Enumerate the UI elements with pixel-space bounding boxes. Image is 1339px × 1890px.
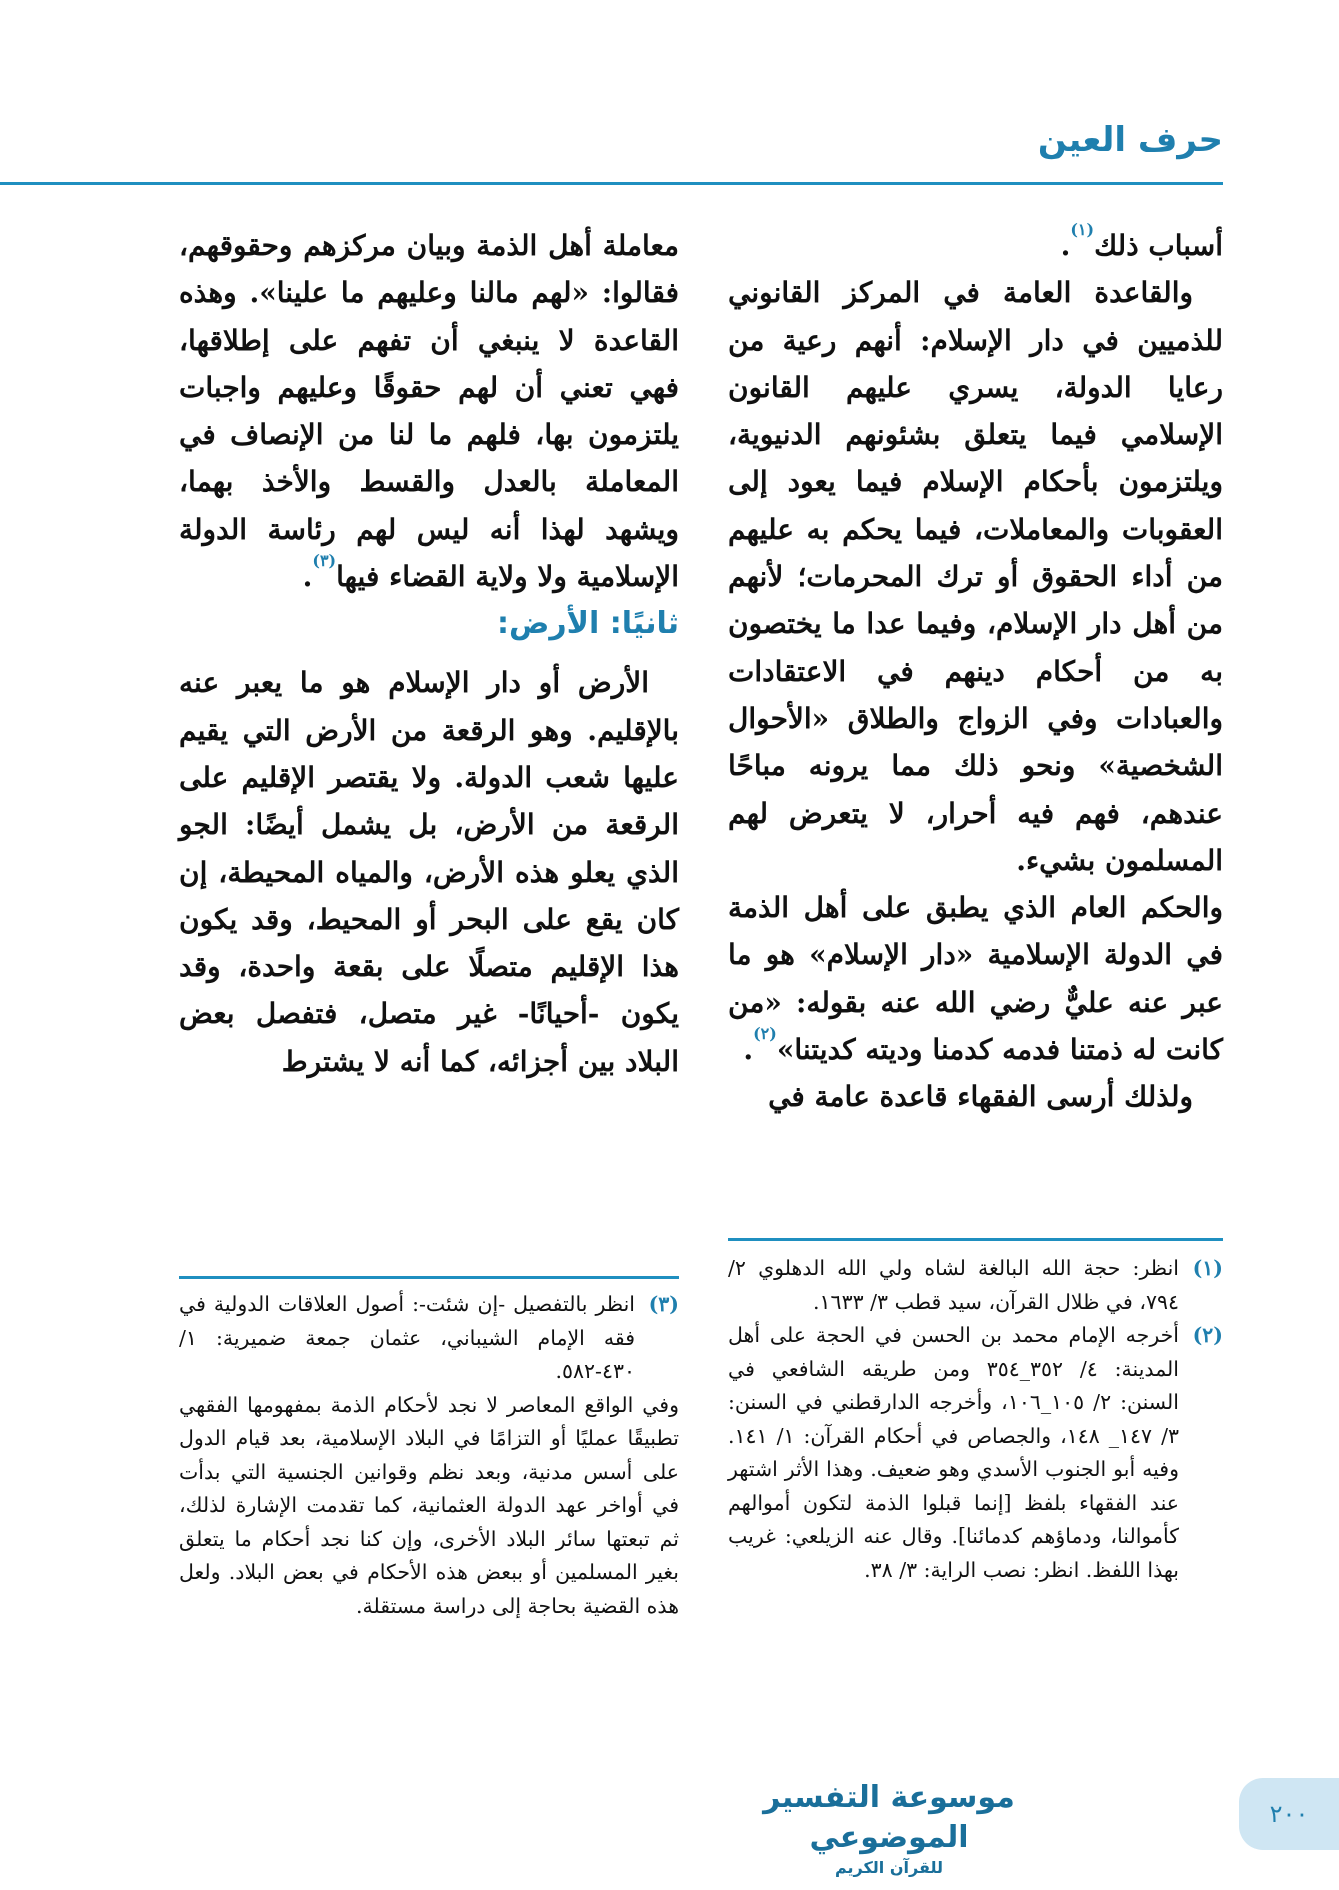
paragraph xyxy=(179,659,679,1085)
footnote-text: انظر: حجة الله البالغة لشاه ولي الله الدهلوي ٢/ ٧٩٤، في ظلال القرآن، سيد قطب ٣/ ١٦٣٣. xyxy=(728,1256,1179,1314)
footnotes-right xyxy=(728,1252,1223,1587)
section-heading: ثانيًا: الأرض: xyxy=(497,606,679,642)
header-rule xyxy=(0,182,1223,185)
logo-subtext: للقرآن الكريم xyxy=(834,1858,944,1877)
footnote-number: (٢) xyxy=(1192,1323,1223,1347)
paragraph xyxy=(728,884,1223,1073)
text: أسباب ذلك xyxy=(1094,229,1223,262)
text: . xyxy=(302,560,313,594)
footnote-text: وفي الواقع المعاصر لا نجد لأحكام الذمة بمفهومها الفقهي تطبيقًا عمليًا أو التزامًا في البلاد الإسلامية، بعد قيام الدول على أسس مدنية، وبعد نظم وقوانين الجنسية التي بدأت في أواخر عهد الدولة العثمانية، كما تقدمت الإشارة لذلك، ثم تبعتها سائر البلاد الأخرى، وإن كنا نجد أحكام ما يتعلق بغير المسلمين أو ببعض هذه الأحكام في بعض البلاد. ولعل هذه القضية بحاجة إلى دراسة مستقلة. xyxy=(179,1392,679,1618)
paragraph xyxy=(179,222,679,600)
chapter-title: حرف العين xyxy=(1037,120,1223,160)
paragraph xyxy=(728,222,1223,269)
footnote-number: (١) xyxy=(1192,1256,1223,1280)
footnote-rule xyxy=(179,1276,679,1279)
footnote-number: (٣) xyxy=(648,1292,679,1316)
paragraph xyxy=(728,1073,1223,1120)
footnote-text: أخرجه الإمام محمد بن الحسن في الحجة على أهل المدينة: ٤/ ٣٥٢_٣٥٤ ومن طريقه الشافعي في السنن: ٢/ ١٠٥_١٠٦، وأخرجه الدارقطني في السنن: ٣/ ١٤٧_ ١٤٨، والجصاص في أحكام القرآن: ١/ ١٤١. وفيه أبو الجنوب الأسدي وهو ضعيف. وهذا الأثر اشتهر عند الفقهاء بلفظ [إنما قبلوا الذمة لتكون أموالهم كأموالنا، ودماؤهم كدمائنا]. وقال عنه الزيلعي: غريب بهذا اللفظ. انظر: نصب الراية: ٣/ ٣٨. xyxy=(728,1323,1179,1582)
footnote-text: انظر بالتفصيل -إن شئت-: أصول العلاقات الدولية في فقه الإمام الشيباني، عثمان جمعة ضميرية: ١/ ٤٣٠-٥٨٢. xyxy=(179,1292,635,1383)
footnotes-left xyxy=(179,1288,679,1623)
text: معاملة أهل الذمة وبيان مركزهم وحقوقهم، فقالوا: «لهم مالنا وعليهم ما علينا». وهذه القاعدة لا ينبغي أن تفهم على إطلاقها، فهي تعني أن لهم حقوقًا وعليهم واجبات يلتزمون بها، فلهم ما لنا من الإنصاف في المعاملة بالعدل والقسط والأخذ بهما، ويشهد لهذا أنه ليس لهم رئاسة الدولة الإسلامية ولا ولاية القضاء فيها xyxy=(179,229,679,594)
footnote xyxy=(179,1288,679,1389)
text: . xyxy=(743,1033,754,1067)
footnote xyxy=(728,1252,1223,1319)
footnote-ref[interactable]: (٢) xyxy=(753,1024,777,1044)
logo-text: موسوعة التفسير الموضوعي xyxy=(763,1780,1015,1855)
page-number: ٢٠٠ xyxy=(1239,1778,1339,1850)
text: ولذلك أرسى الفقهاء قاعدة عامة في xyxy=(768,1080,1193,1114)
text: والقاعدة العامة في المركز القانوني للذميين في دار الإسلام: أنهم رعية من رعايا الدولة، يسري عليهم القانون الإسلامي فيما يتعلق بشئونهم الدنيوية، ويلتزمون بأحكام الإسلام فيما يعود إلى العقوبات والمعاملات، فيما يحكم به عليهم من أداء الحقوق أو ترك المحرمات؛ لأنهم من أهل دار الإسلام، وفيما عدا ما يختصون به من أحكام دينهم في الاعتقادات والعبادات وفي الزواج والطلاق «الأحوال الشخصية» ونحو ذلك مما يرونه مباحًا عندهم، فهم فيه أحرار، لا يتعرض لهم المسلمون بشيء. xyxy=(728,276,1223,877)
paragraph xyxy=(728,269,1223,884)
text: الأرض أو دار الإسلام هو ما يعبر عنه بالإقليم. وهو الرقعة من الأرض التي يقيم عليها شعب الدولة. ولا يقتصر الإقليم على الرقعة من الأرض، بل يشمل أيضًا: الجو الذي يعلو هذه الأرض، والمياه المحيطة، إن كان يقع على البحر أو المحيط، وقد يكون هذا الإقليم متصلًا على بقعة واحدة، وقد يكون -أحيانًا- غير متصل، فتفصل بعض البلاد بين أجزائه، كما أنه لا يشترط xyxy=(179,666,679,1078)
footnote xyxy=(728,1319,1223,1587)
text: والحكم العام الذي يطبق على أهل الذمة في الدولة الإسلامية «دار الإسلام» هو ما عبر عنه عليٌّ رضي الله عنه بقوله: «من كانت له ذمتنا فدمه كدمنا وديته كديتنا» xyxy=(728,891,1223,1067)
footnote-ref[interactable]: (١) xyxy=(1070,220,1095,239)
right-column xyxy=(728,222,1223,1121)
text: . xyxy=(1060,229,1071,262)
footnote-ref[interactable]: (٣) xyxy=(312,551,337,571)
footnote-rule xyxy=(728,1238,1223,1241)
series-logo xyxy=(759,1778,1019,1877)
left-column xyxy=(179,222,679,1085)
